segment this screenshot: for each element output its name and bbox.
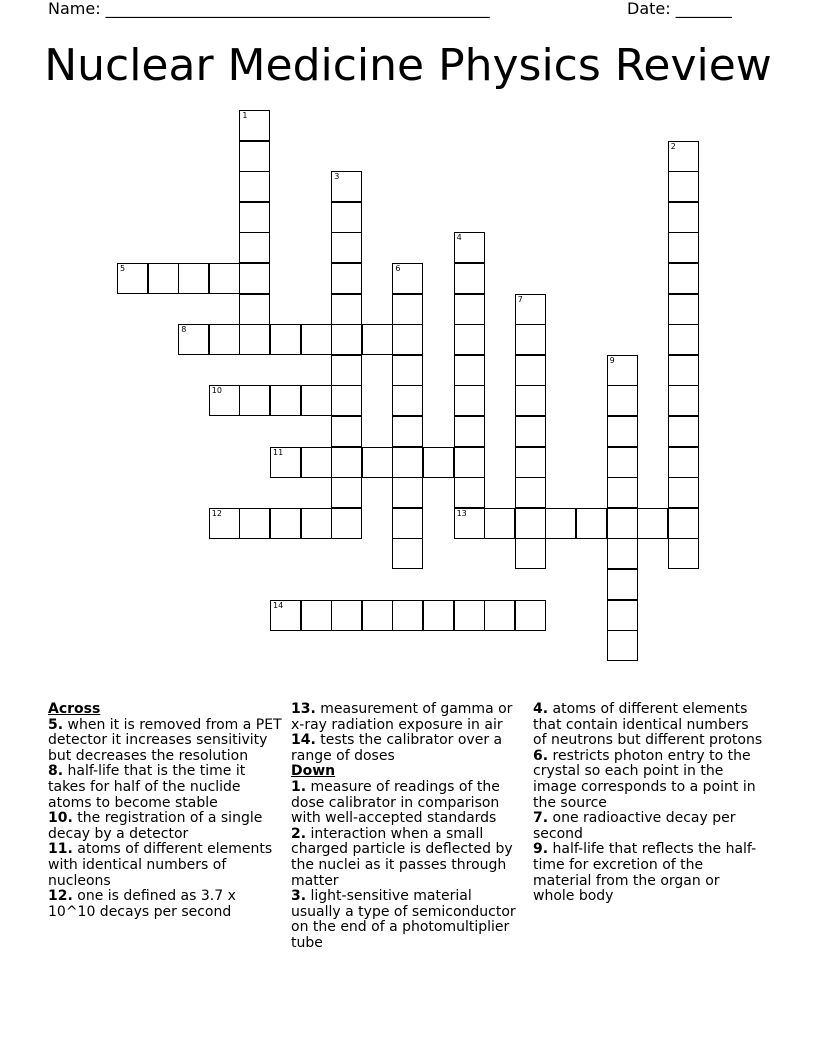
crossword-cell[interactable] <box>301 324 332 355</box>
down-clue-list <box>291 780 523 952</box>
clue-number-label: 6 <box>395 264 401 273</box>
crossword-cell[interactable] <box>362 600 393 631</box>
clue-number: 3. <box>291 888 307 905</box>
crossword-cell[interactable] <box>239 202 270 233</box>
crossword-cell[interactable] <box>392 477 423 508</box>
crossword-cell[interactable] <box>423 447 454 478</box>
crossword-cell[interactable] <box>239 141 270 172</box>
crossword-cell[interactable] <box>331 171 362 202</box>
crossword-cell[interactable] <box>239 171 270 202</box>
clue-text: atoms of different elements with identical numbers of nucleons <box>48 841 273 889</box>
clue-number-label: 14 <box>273 600 284 610</box>
crossword-cell[interactable] <box>607 385 638 416</box>
crossword-cell[interactable] <box>331 477 362 508</box>
across-clue-list <box>48 718 284 921</box>
across-heading: Across <box>48 701 101 717</box>
clue-number: 10. <box>48 810 73 827</box>
clue-text: interaction when a small charged particle is deflected by the nuclei as it passes through matter <box>291 825 513 889</box>
crossword-cell[interactable] <box>331 447 362 478</box>
crossword-cell[interactable] <box>117 263 148 294</box>
crossword-cell[interactable] <box>331 324 362 355</box>
crossword-cell[interactable] <box>607 600 638 631</box>
crossword-cell[interactable] <box>545 508 576 539</box>
crossword-cell[interactable] <box>454 416 485 447</box>
crossword-cell[interactable] <box>454 232 485 263</box>
crossword-cell[interactable] <box>607 508 638 539</box>
crossword-cell[interactable] <box>668 477 699 508</box>
crossword-cell[interactable] <box>239 294 270 325</box>
crossword-cell[interactable] <box>668 263 699 294</box>
crossword-cell[interactable] <box>668 294 699 325</box>
crossword-cell[interactable] <box>576 508 607 539</box>
clue-text: one is defined as 3.7 x 10^10 decays per second <box>48 888 236 920</box>
clue-column-2 <box>291 702 523 952</box>
clue-number: 13. <box>291 701 316 717</box>
clue-number-label: 4 <box>456 233 462 243</box>
crossword-cell[interactable] <box>239 263 270 294</box>
crossword-cell[interactable] <box>668 232 699 263</box>
crossword-cell[interactable] <box>484 508 515 539</box>
crossword-cell[interactable] <box>301 600 332 631</box>
crossword-cell[interactable] <box>392 538 423 569</box>
clue-number: 4. <box>533 701 549 717</box>
crossword-cell[interactable] <box>392 263 423 294</box>
crossword-cell[interactable] <box>270 600 301 631</box>
clue-item <box>48 889 284 920</box>
crossword-cell[interactable] <box>331 508 362 539</box>
clue-number: 9. <box>533 841 549 858</box>
clue-number-label: 11 <box>273 447 284 457</box>
clue-text: tests the calibrator over a range of doses <box>291 732 503 764</box>
crossword-cell[interactable] <box>331 263 362 294</box>
crossword-cell[interactable] <box>362 447 393 478</box>
crossword-cell[interactable] <box>423 600 454 631</box>
crossword-cell[interactable] <box>331 294 362 325</box>
clue-column-3 <box>533 702 765 905</box>
crossword-cell[interactable] <box>331 385 362 416</box>
down-heading: Down <box>291 763 336 780</box>
crossword-cell[interactable] <box>454 508 485 539</box>
crossword-cell[interactable] <box>515 355 546 386</box>
crossword-cell[interactable] <box>270 385 301 416</box>
clue-number-label: 2 <box>670 141 676 151</box>
clue-item <box>291 889 523 951</box>
crossword-cell[interactable] <box>392 324 423 355</box>
crossword-cell[interactable] <box>209 385 240 416</box>
crossword-cell[interactable] <box>239 508 270 539</box>
crossword-cell[interactable] <box>607 477 638 508</box>
crossword-cell[interactable] <box>668 538 699 569</box>
clue-item <box>48 842 284 889</box>
clue-text: when it is removed from a PET detector it increases sensitivity but decreases the resolution <box>48 716 282 764</box>
crossword-cell[interactable] <box>178 324 209 355</box>
crossword-cell[interactable] <box>270 324 301 355</box>
crossword-cell[interactable] <box>515 385 546 416</box>
crossword-cell[interactable] <box>331 416 362 447</box>
crossword-cell[interactable] <box>515 508 546 539</box>
clue-number: 5. <box>48 716 64 733</box>
crossword-cell[interactable] <box>515 477 546 508</box>
clue-text: measurement of gamma or x-ray radiation exposure in air <box>291 701 513 733</box>
crossword-cell[interactable] <box>454 355 485 386</box>
crossword-cell[interactable] <box>209 508 240 539</box>
clue-item <box>533 749 765 811</box>
crossword-cell[interactable] <box>454 263 485 294</box>
crossword-cell[interactable] <box>607 569 638 600</box>
crossword-cell[interactable] <box>607 538 638 569</box>
crossword-cell[interactable] <box>668 416 699 447</box>
clue-item <box>533 702 765 749</box>
crossword-cell[interactable] <box>301 385 332 416</box>
clue-text: half-life that reflects the half-time for excretion of the material from the organ or whole body <box>533 841 757 905</box>
crossword-cell[interactable] <box>239 110 270 141</box>
crossword-cell[interactable] <box>270 508 301 539</box>
clue-text: measure of readings of the dose calibrator in comparison with well-accepted standards <box>291 778 500 827</box>
crossword-cell[interactable] <box>607 630 638 661</box>
crossword-cell[interactable] <box>209 324 240 355</box>
clue-text: half-life that is the time it takes for half of the nuclide atoms to become stable <box>48 763 246 811</box>
crossword-cell[interactable] <box>331 232 362 263</box>
crossword-cell[interactable] <box>515 447 546 478</box>
date-field-label: Date: _______ <box>627 0 732 18</box>
crossword-cell[interactable] <box>484 600 515 631</box>
crossword-cell[interactable] <box>301 447 332 478</box>
clue-number-label: 1 <box>242 111 248 120</box>
crossword-cell[interactable] <box>668 171 699 202</box>
crossword-cell[interactable] <box>239 385 270 416</box>
crossword-cell[interactable] <box>209 263 240 294</box>
crossword-cell[interactable] <box>239 232 270 263</box>
name-field-label: Name: ________________________________________________ <box>48 0 490 18</box>
crossword-cell[interactable] <box>637 508 668 539</box>
clue-number: 11. <box>48 841 73 858</box>
crossword-cell[interactable] <box>668 141 699 172</box>
crossword-cell[interactable] <box>668 355 699 386</box>
clue-number-label: 10 <box>211 386 222 396</box>
crossword-cell[interactable] <box>392 385 423 416</box>
clue-item <box>48 764 284 811</box>
clue-number: 7. <box>533 810 549 827</box>
crossword-cell[interactable] <box>392 447 423 478</box>
clue-text: light-sensitive material usually a type of semiconductor on the end of a photomultiplier tube <box>291 888 516 951</box>
crossword-cell[interactable] <box>607 447 638 478</box>
crossword-cell[interactable] <box>301 508 332 539</box>
clue-item <box>291 702 523 733</box>
crossword-cell[interactable] <box>515 538 546 569</box>
crossword-cell[interactable] <box>239 324 270 355</box>
crossword-cell[interactable] <box>515 416 546 447</box>
clue-number-label: 3 <box>334 172 340 182</box>
crossword-cell[interactable] <box>392 416 423 447</box>
crossword-cell[interactable] <box>454 600 485 631</box>
crossword-cell[interactable] <box>668 447 699 478</box>
clue-number-label: 5 <box>120 264 126 273</box>
crossword-cell[interactable] <box>607 416 638 447</box>
clue-item <box>291 827 523 889</box>
clue-number: 14. <box>291 732 316 749</box>
clue-number: 6. <box>533 747 549 764</box>
clue-number-label: 8 <box>181 325 187 335</box>
crossword-cell[interactable] <box>392 600 423 631</box>
crossword-cell[interactable] <box>454 324 485 355</box>
clue-number: 12. <box>48 888 73 905</box>
crossword-cell[interactable] <box>178 263 209 294</box>
crossword-cell[interactable] <box>392 355 423 386</box>
clue-text: restricts photon entry to the crystal so each point in the image corresponds to a point in the source <box>533 747 756 811</box>
clue-number-label: 13 <box>456 508 467 518</box>
crossword-cell[interactable] <box>454 294 485 325</box>
crossword-cell[interactable] <box>515 324 546 355</box>
clue-number: 2. <box>291 825 307 842</box>
clue-item <box>48 811 284 842</box>
crossword-cell[interactable] <box>607 355 638 386</box>
crossword-cell[interactable] <box>392 508 423 539</box>
clue-text: atoms of different elements that contain identical numbers of neutrons but different protons <box>533 701 763 749</box>
crossword-cell[interactable] <box>362 324 393 355</box>
clue-number-label: 12 <box>211 508 222 518</box>
crossword-cell[interactable] <box>331 202 362 233</box>
crossword-cell[interactable] <box>148 263 179 294</box>
crossword-cell[interactable] <box>668 508 699 539</box>
crossword-cell[interactable] <box>668 202 699 233</box>
crossword-cell[interactable] <box>331 355 362 386</box>
clue-item <box>48 718 284 765</box>
clue-number: 8. <box>48 763 64 780</box>
clue-column-1 <box>48 702 284 920</box>
clue-item <box>533 842 765 904</box>
page-title: Nuclear Medicine Physics Review <box>44 40 772 91</box>
crossword-cell[interactable] <box>668 385 699 416</box>
crossword-cell[interactable] <box>668 324 699 355</box>
clue-item <box>291 733 523 764</box>
clue-number: 1. <box>291 778 307 795</box>
clue-item <box>291 780 523 827</box>
down-clue-list-continued <box>533 702 765 905</box>
clue-text: the registration of a single decay by a detector <box>48 810 263 842</box>
clue-number-label: 7 <box>517 294 523 304</box>
clue-number-label: 9 <box>609 355 615 365</box>
clue-item <box>533 811 765 842</box>
crossword-cell[interactable] <box>454 477 485 508</box>
crossword-cell[interactable] <box>454 447 485 478</box>
across-clue-list-continued <box>291 702 523 764</box>
crossword-cell[interactable] <box>270 447 301 478</box>
crossword-cell[interactable] <box>515 294 546 325</box>
crossword-cell[interactable] <box>454 385 485 416</box>
crossword-cell[interactable] <box>515 600 546 631</box>
crossword-cell[interactable] <box>392 294 423 325</box>
clue-text: one radioactive decay per second <box>533 810 736 842</box>
crossword-cell[interactable] <box>331 600 362 631</box>
